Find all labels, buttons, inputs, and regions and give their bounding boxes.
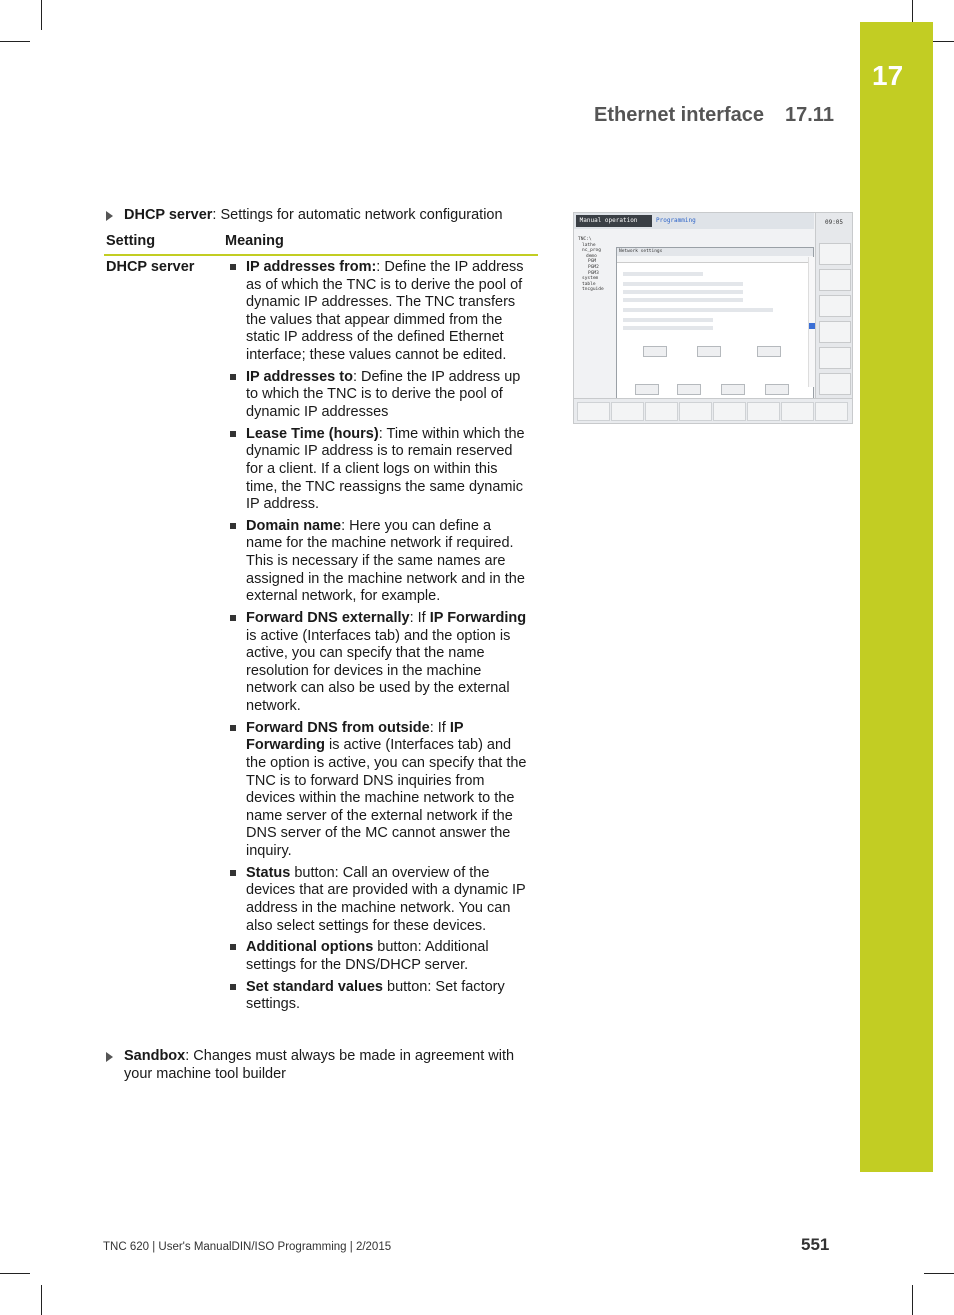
row-label: DHCP server: [106, 259, 195, 275]
crop-mark: [0, 41, 30, 42]
cancel-button[interactable]: [765, 384, 789, 395]
softkey[interactable]: [713, 402, 746, 421]
softkey[interactable]: [611, 402, 644, 421]
mode-bar: [574, 213, 814, 229]
square-bullet-icon: [230, 374, 236, 380]
form-row: [623, 308, 773, 312]
softkey[interactable]: [679, 402, 712, 421]
square-bullet-icon: [230, 615, 236, 621]
side-softkey[interactable]: [819, 321, 851, 343]
square-bullet-icon: [230, 944, 236, 950]
column-header-meaning: Meaning: [225, 233, 284, 249]
additional-options-button[interactable]: [697, 346, 721, 357]
chapter-tab: [860, 22, 933, 1172]
dialog-tabs: [617, 256, 813, 263]
crop-mark: [924, 1273, 954, 1274]
square-bullet-icon: [230, 264, 236, 270]
dcm-button[interactable]: [721, 384, 745, 395]
crop-mark: [0, 1273, 30, 1274]
list-item: Set standard values button: Set factory settings.: [228, 979, 528, 1014]
file-tree: TNC:\ lathe nc_prog demo PGM PGM2 PGM3 system table tncguide: [578, 237, 604, 293]
list-item: Lease Time (hours): Time within which the dynamic IP address is to remain reserved for a client. If a client logs on within this time, the TNC reassigns the same dynamic IP address.: [228, 426, 528, 514]
list-item: Domain name: Here you can define a name for the machine network if required. This is necessary if the same names are assigned in the machine network and in the external network, for example.: [228, 518, 528, 606]
side-softkey[interactable]: [819, 373, 851, 395]
softkey[interactable]: [815, 402, 848, 421]
square-bullet-icon: [230, 725, 236, 731]
status-button[interactable]: [643, 346, 667, 357]
form-row: [623, 298, 743, 302]
crop-mark: [41, 0, 42, 30]
clock: 09:05: [824, 219, 844, 226]
side-softkey[interactable]: [819, 347, 851, 369]
list-item: Additional options button: Additional settings for the DNS/DHCP server.: [228, 939, 528, 974]
softkey[interactable]: [577, 402, 610, 421]
column-header-setting: Setting: [106, 233, 156, 249]
triangle-bullet-icon: [106, 1052, 113, 1062]
square-bullet-icon: [230, 523, 236, 529]
section-number: 17.11: [785, 104, 834, 126]
softkey-bar: [574, 398, 852, 423]
list-item: IP addresses to: Define the IP address up to which the TNC is to derive the pool of dynamic IP addresses: [228, 369, 528, 422]
crop-mark: [41, 1285, 42, 1315]
side-softkey[interactable]: [819, 295, 851, 317]
chapter-number: 17: [872, 60, 904, 91]
form-row: [623, 290, 743, 294]
network-settings-dialog: [616, 247, 814, 399]
tnc-screenshot: [573, 212, 853, 424]
apply-button[interactable]: [677, 384, 701, 395]
softkey[interactable]: [747, 402, 780, 421]
side-softkey[interactable]: [819, 269, 851, 291]
list-item: IP addresses from:: Define the IP address as of which the TNC is to derive the pool of dynamic IP addresses. The TNC transfers the values that appear dimmed from the static IP address of the defined Ethernet interface; these values cannot be edited.: [228, 259, 528, 365]
square-bullet-icon: [230, 984, 236, 990]
square-bullet-icon: [230, 431, 236, 437]
list-item: Forward DNS externally: If IP Forwarding is active (Interfaces tab) and the option is active, you can specify that the name resolution for devices in the machine network can also be used by the external network.: [228, 610, 528, 716]
mode-manual-operation: Manual operation: [576, 215, 652, 227]
page-number: 551: [801, 1235, 830, 1254]
form-row: [623, 318, 713, 322]
mode-programming: Programming: [656, 217, 696, 224]
meaning-list: [228, 259, 528, 1018]
ok-button[interactable]: [635, 384, 659, 395]
intro-text: DHCP server: Settings for automatic network configuration: [124, 207, 503, 223]
outro-bullet: [106, 1048, 526, 1083]
form-row: [623, 326, 713, 330]
list-item: Status button: Call an overview of the devices that are provided with a dynamic IP address in the machine network. You can also select settings for these devices.: [228, 865, 528, 935]
set-standard-values-button[interactable]: [757, 346, 781, 357]
header-divider: [104, 254, 538, 256]
list-item: Forward DNS from outside: If IP Forwarding is active (Interfaces tab) and the option is active, you can specify that the TNC is to forward DNS inquiries from devices within the machine network to the name server of the external network if the DNS server of the MC cannot answer the inquiry.: [228, 720, 528, 861]
triangle-bullet-icon: [106, 211, 113, 221]
side-softkey[interactable]: [819, 243, 851, 265]
intro-bullet: [106, 207, 526, 225]
dialog-title: Network settings: [617, 248, 813, 256]
side-panel: [815, 213, 852, 398]
form-row: [623, 272, 703, 276]
softkey[interactable]: [781, 402, 814, 421]
square-bullet-icon: [230, 870, 236, 876]
page-title: Ethernet interface: [594, 104, 765, 126]
form-row: [623, 282, 743, 286]
crop-mark: [912, 1285, 913, 1315]
outro-text: Sandbox: Changes must always be made in agreement with your machine tool builder: [124, 1048, 515, 1082]
footer-text: TNC 620 | User's ManualDIN/ISO Programming | 2/2015: [103, 1241, 392, 1253]
softkey[interactable]: [645, 402, 678, 421]
